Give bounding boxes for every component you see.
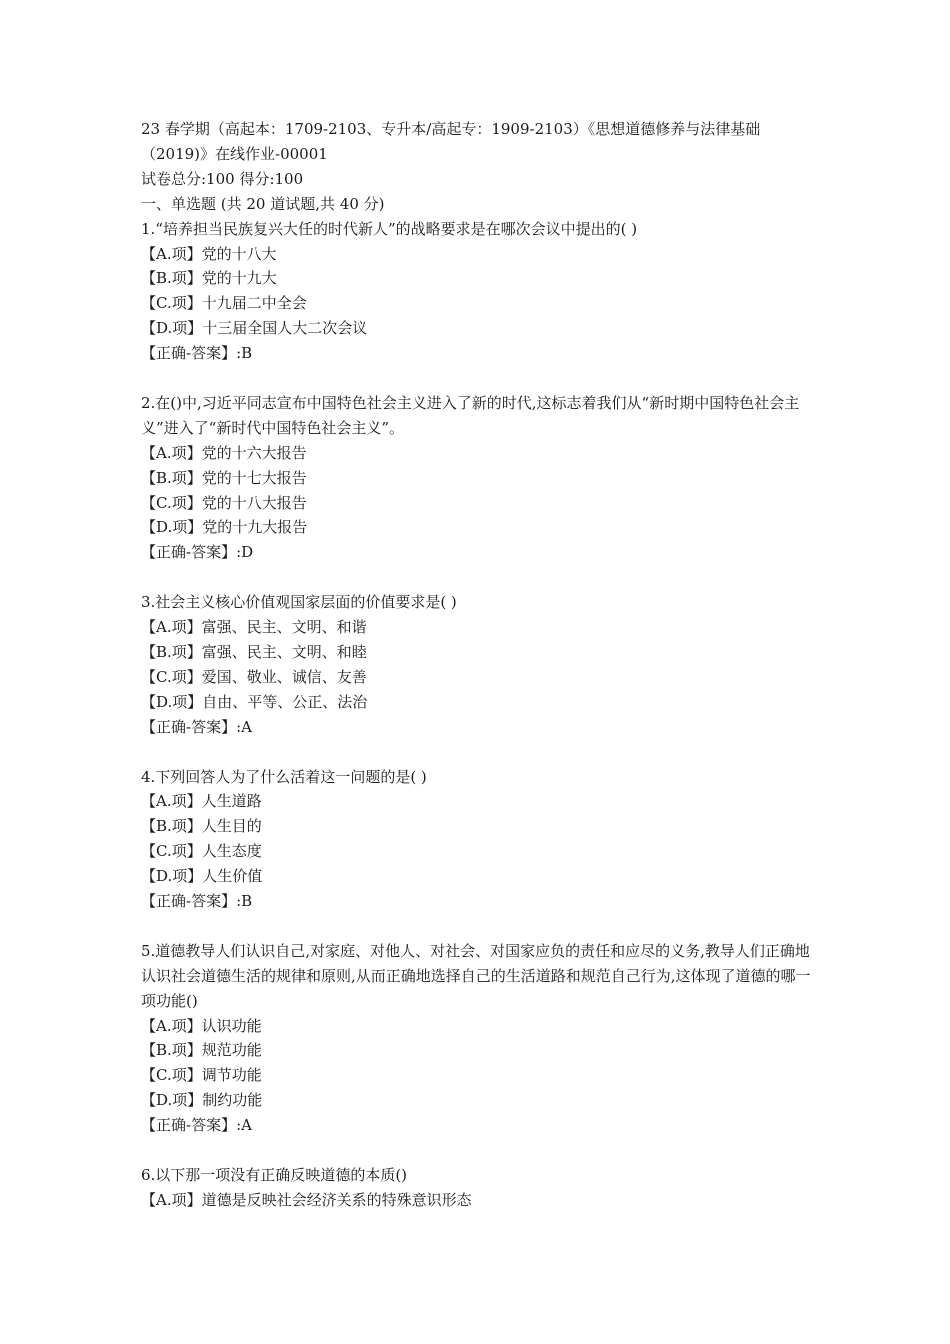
question-stem: 4.下列回答人为了什么活着这一问题的是( )	[141, 767, 427, 786]
question-stem: 1.“培养担当民族复兴大任的时代新人”的战略要求是在哪次会议中提出的( )	[141, 219, 638, 238]
question-stem: 5.道德教导人们认识自己,对家庭、对他人、对社会、对国家应负的责任和应尽的义务,教导人们正确地认识社会道德生活的规律和原则,从而正确地选择自己的生活道路和规范自己行为,这体现了道德的哪一项功能()	[141, 941, 811, 1010]
option-d: 【D.项】制约功能	[141, 1091, 263, 1110]
section-title: 一、单选题 (共 20 道试题,共 40 分)	[141, 194, 385, 213]
document-page	[141, 117, 821, 1213]
option-c: 【C.项】人生态度	[141, 842, 262, 861]
question-5	[141, 939, 821, 1138]
question-1	[141, 217, 821, 366]
question-stem: 2.在()中,习近平同志宣布中国特色社会主义进入了新的时代,这标志着我们从“新时期中国特色社会主义”进入了“新时代中国特色社会主义”。	[141, 393, 800, 437]
option-c: 【C.项】十九届二中全会	[141, 294, 307, 313]
option-d: 【D.项】自由、平等、公正、法治	[141, 692, 368, 711]
option-d: 【D.项】党的十九大报告	[141, 518, 308, 537]
option-b: 【B.项】富强、民主、文明、和睦	[141, 643, 367, 661]
score-line: 试卷总分:100 得分:100	[141, 169, 304, 188]
question-6	[141, 1163, 821, 1213]
document-title-line-1: 23 春学期（高起本：1709-2103、专升本/高起专：1909-2103）《思想道德修养与法律基础	[141, 120, 761, 138]
option-a: 【A.项】党的十八大	[141, 244, 277, 263]
question-stem: 3.社会主义核心价值观国家层面的价值要求是( )	[141, 593, 457, 612]
question-stem: 6.以下那一项没有正确反映道德的本质()	[141, 1165, 408, 1184]
correct-answer: 【正确-答案】:B	[141, 892, 253, 911]
option-a: 【A.项】党的十六大报告	[141, 443, 307, 462]
question-3	[141, 590, 821, 739]
correct-answer: 【正确-答案】:A	[141, 1116, 252, 1135]
option-c: 【C.项】党的十八大报告	[141, 493, 307, 512]
option-b: 【B.项】人生目的	[141, 817, 262, 836]
option-a: 【A.项】认识功能	[141, 1016, 262, 1035]
question-2	[141, 391, 821, 565]
option-b: 【B.项】规范功能	[141, 1041, 262, 1060]
option-b: 【B.项】党的十七大报告	[141, 468, 307, 487]
document-title-line-2: （2019)》在线作业-00001	[141, 144, 328, 163]
option-a: 【A.项】道德是反映社会经济关系的特殊意识形态	[141, 1190, 472, 1209]
option-d: 【D.项】十三届全国人大二次会议	[141, 319, 368, 338]
option-c: 【C.项】调节功能	[141, 1066, 262, 1085]
option-a: 【A.项】富强、民主、文明、和谐	[141, 618, 367, 637]
correct-answer: 【正确-答案】:A	[141, 717, 252, 736]
option-a: 【A.项】人生道路	[141, 792, 262, 811]
option-c: 【C.项】爱国、敬业、诚信、友善	[141, 667, 367, 686]
question-4	[141, 765, 821, 914]
option-d: 【D.项】人生价值	[141, 867, 263, 886]
correct-answer: 【正确-答案】:B	[141, 344, 253, 363]
option-b: 【B.项】党的十九大	[141, 269, 277, 288]
correct-answer: 【正确-答案】:D	[141, 543, 254, 562]
